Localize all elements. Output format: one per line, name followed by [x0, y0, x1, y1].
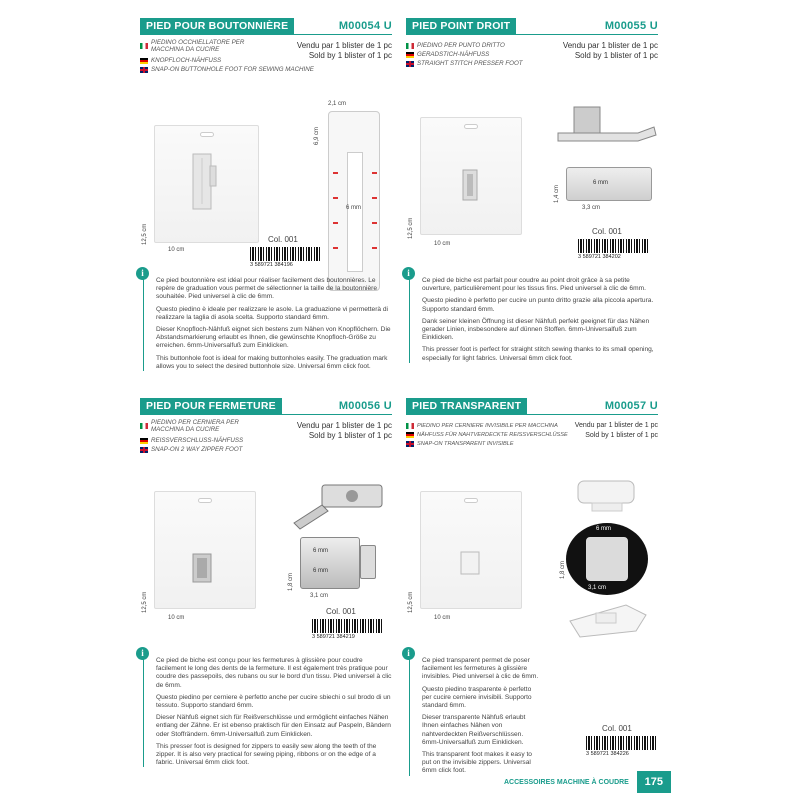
- dimension-label: 2,1 cm: [328, 101, 347, 107]
- italy-flag-icon: [406, 43, 414, 49]
- uk-flag-icon: [140, 67, 148, 73]
- germany-flag-icon: [140, 58, 148, 64]
- transparent-foot-image: [421, 492, 523, 610]
- product-code: M00056 U: [338, 400, 392, 412]
- dimension-label: 3,3 cm: [582, 205, 601, 211]
- card-header: [140, 398, 392, 415]
- height-dimension: 12,5 cm: [142, 591, 148, 613]
- width-dimension: 10 cm: [434, 241, 451, 247]
- english-name: SNAP-ON 2 WAY ZIPPER FOOT: [151, 446, 243, 453]
- page-footer: [504, 770, 671, 794]
- description: i Ce pied boutonnière est idéal pour réaliser facilement des boutonnières. Le repère de graduation vous permet de sélectionner la taille de la boutonnière souhaitée. Pied universel à clic de 6mm. Questo piedino è ideale per realizzare le asole. La graduazione vi permetterà di realizzare la taglia di asola scelta. Supporto standard 6mm. Dieser Knopfloch-Nähfuß eignet sich bestens zum Nähen von Knopflöchern. Die Abstandsmarkierung erlaubt es Ihnen, die gewünschte Knopfloch-Größe zu erreichen. 6mm-Universalfuß zum Einklicken. This buttonhole foot is ideal for making buttonholes easily. The graduation mark allows you to select the desired buttonhole size. Universal 6mm click foot.: [143, 277, 392, 371]
- product-images: [140, 467, 392, 647]
- color-code: Col. 001: [268, 235, 298, 244]
- dimension-label: 6,9 cm: [314, 126, 320, 145]
- transparent-foot-top-view: 6 mm: [566, 523, 648, 595]
- description: i Ce pied de biche est parfait pour coudre au point droit grâce à sa petite ouverture, particulièrement pour les tissus fins. Pied universel à clic de 6mm. Questo piedino è perfetto per cucire un punto dritto grazie alla piccola apertura. Supporto standard 6mm. Dank seiner kleinen Öffnung ist dieser Nähfuß perfekt geeignet für das Nähen gerader Linien, insbesondere auf dünnen Stoffen. 6mm-Universalfuß zum Einklicken. This presser foot is perfect for straight stitch sewing thanks to its small opening, especially for light fabrics. Universal 6mm click foot.: [409, 277, 658, 363]
- card-header: [406, 18, 658, 35]
- barcode: [312, 619, 382, 633]
- blister-pack: [420, 491, 522, 609]
- info-icon: i: [136, 647, 149, 660]
- footer-section-title: ACCESSOIRES MACHINE À COUDRE: [504, 778, 629, 786]
- barcode: [250, 247, 320, 261]
- italy-flag-icon: [406, 423, 414, 429]
- barcode: [578, 239, 648, 253]
- translations: [140, 418, 392, 467]
- translations: [406, 41, 658, 87]
- italian-name: PIEDINO PER CERNIERA PER MACCHINA DA CUCIRE: [151, 418, 239, 433]
- german-name: NÄHFUSS FÜR NAHTVERDECKTE REISSVERSCHLÜSSE: [417, 431, 568, 438]
- blister-pack: [154, 125, 259, 243]
- product-card-straight-stitch: [406, 18, 658, 367]
- info-icon: i: [402, 647, 415, 660]
- dimension-label: 1,8 cm: [288, 572, 294, 591]
- product-code: M00055 U: [604, 20, 658, 32]
- product-images: [140, 87, 392, 267]
- sold-by: Vendu par 1 blister de 1 pc Sold by 1 blister of 1 pc: [562, 41, 658, 60]
- italy-flag-icon: [140, 423, 148, 429]
- card-header: [406, 398, 658, 415]
- description: i Ce pied transparent permet de poser facilement les fermetures à glissière invisibles. Pied universel à clic de 6mm. Questo piedino trasparente è perfetto per cucire cerniere invisibili. Supporto standard 6mm. Dieser transparente Nähfuß erlaubt Ihnen einfaches Nähen von nahtverdeckten Reißverschlüssen. 6mm-Universalfuß zum Einklicken. This transparent foot makes it easy to put on the invisible zippers. Universal 6mm click foot.: [409, 657, 539, 776]
- buttonhole-foot-closeup: [328, 111, 380, 291]
- product-card-transparent: [406, 398, 658, 780]
- product-title: PIED TRANSPARENT: [406, 398, 527, 415]
- zipper-foot-image: [155, 492, 257, 610]
- blister-pack: [154, 491, 256, 609]
- color-code: Col. 001: [326, 607, 356, 616]
- transparent-foot-side-view: [572, 473, 642, 517]
- italian-name: PIEDINO PER PUNTO DRITTO: [417, 42, 505, 49]
- info-icon: i: [136, 267, 149, 280]
- barcode-number: 3 589721 384196: [250, 262, 293, 268]
- description: i Ce pied de biche est conçu pour les fermetures à glissière pour coudre facilement le long des dents de la fermeture. Il est également très pratique pour coudre des passepoils, des rubans ou sur le bord d'un tissu. Pied universel à clic de 6mm. Questo piedino per cerniere è perfetto anche per cucire sbiechi o sul brodo di un tessuto. Supporto standard 6mm. Dieser Nähfuß eignet sich für Reißverschlüsse und ermöglicht einfaches Nähen entlang der Zähne. Er ist ebenso praktisch für den Einsatz auf Paspeln, Bändern oder Stoffrändern. 6mm-Universalfuß zum Einklicken. This presser foot is designed for zippers to easily sew along the teeth of the zipper. It is also very practical for sewing piping, ribbons or on the edge of a fabric. Universal 6mm click foot.: [143, 657, 392, 767]
- german-name: REISSVERSCHLUSS-NÄHFUSS: [151, 437, 244, 444]
- sold-by: Vendu par 1 blister de 1 pc Sold by 1 blister of 1 pc: [574, 422, 658, 439]
- dimension-label: 3,1 cm: [310, 593, 329, 599]
- blister-pack: [420, 117, 522, 235]
- german-name: GERADSTICH-NÄHFUSS: [417, 51, 490, 58]
- italy-flag-icon: [140, 43, 148, 49]
- card-header: [140, 18, 392, 35]
- zipper-foot-side-view: [292, 471, 388, 531]
- foot-side-view: [554, 101, 658, 151]
- page-number: 175: [637, 771, 671, 793]
- color-code: Col. 001: [592, 227, 622, 236]
- translations: [406, 421, 658, 467]
- catalog-page: [140, 18, 660, 800]
- germany-flag-icon: [406, 52, 414, 58]
- german-name: KNOPFLOCH-NÄHFUSS: [151, 57, 222, 64]
- transparent-foot-angle-view: [566, 601, 650, 641]
- barcode: [586, 736, 656, 750]
- width-dimension: 10 cm: [168, 615, 185, 621]
- italian-name: PIEDINO PER CERNIERE INVISIBILE PER MACCHINA: [417, 422, 558, 429]
- straight-stitch-foot-image: [421, 118, 523, 236]
- foot-top-view: 6 mm: [566, 167, 652, 201]
- sold-by: Vendu par 1 blister de 1 pc Sold by 1 blister of 1 pc: [296, 41, 392, 60]
- height-dimension: 12,5 cm: [408, 591, 414, 613]
- dimension-label: 1,4 cm: [554, 184, 560, 203]
- product-title: PIED POINT DROIT: [406, 18, 516, 35]
- color-code: Col. 001: [602, 724, 632, 733]
- product-title: PIED POUR BOUTONNIÈRE: [140, 18, 294, 35]
- product-card-buttonhole: [140, 18, 392, 375]
- english-name: STRAIGHT STITCH PRESSER FOOT: [417, 60, 523, 67]
- dimension-label: 6 mm: [346, 205, 361, 211]
- product-code: M00054 U: [338, 20, 392, 32]
- product-title: PIED POUR FERMETURE: [140, 398, 282, 415]
- translations: [140, 38, 392, 87]
- product-code: M00057 U: [604, 400, 658, 412]
- uk-flag-icon: [140, 447, 148, 453]
- height-dimension: 12,5 cm: [142, 223, 148, 245]
- germany-flag-icon: [140, 438, 148, 444]
- barcode-number: 3 589721 384226: [586, 751, 629, 757]
- barcode-number: 3 589721 384202: [578, 254, 621, 260]
- product-images: [406, 87, 658, 267]
- sold-by: Vendu par 1 blister de 1 pc Sold by 1 blister of 1 pc: [296, 421, 392, 440]
- germany-flag-icon: [406, 432, 414, 438]
- dimension-label: 1,8 cm: [560, 560, 566, 579]
- english-name: SNAP-ON BUTTONHOLE FOOT FOR SEWING MACHINE: [151, 66, 314, 73]
- zipper-foot-top-view: 6 mm 6 mm: [300, 537, 360, 589]
- product-card-zipper: [140, 398, 392, 771]
- uk-flag-icon: [406, 61, 414, 67]
- width-dimension: 10 cm: [434, 615, 451, 621]
- italian-name: PIEDINO OCCHIELLATORE PER MACCHINA DA CUCIRE: [151, 38, 245, 53]
- english-name: SNAP-ON TRANSPARENT INVISIBLE: [417, 440, 514, 447]
- barcode-number: 3 589721 384219: [312, 634, 355, 640]
- info-icon: i: [402, 267, 415, 280]
- width-dimension: 10 cm: [168, 247, 185, 253]
- height-dimension: 12,5 cm: [408, 217, 414, 239]
- uk-flag-icon: [406, 441, 414, 447]
- buttonhole-foot-image: [155, 126, 260, 244]
- dimension-label: 3,1 cm: [588, 585, 607, 591]
